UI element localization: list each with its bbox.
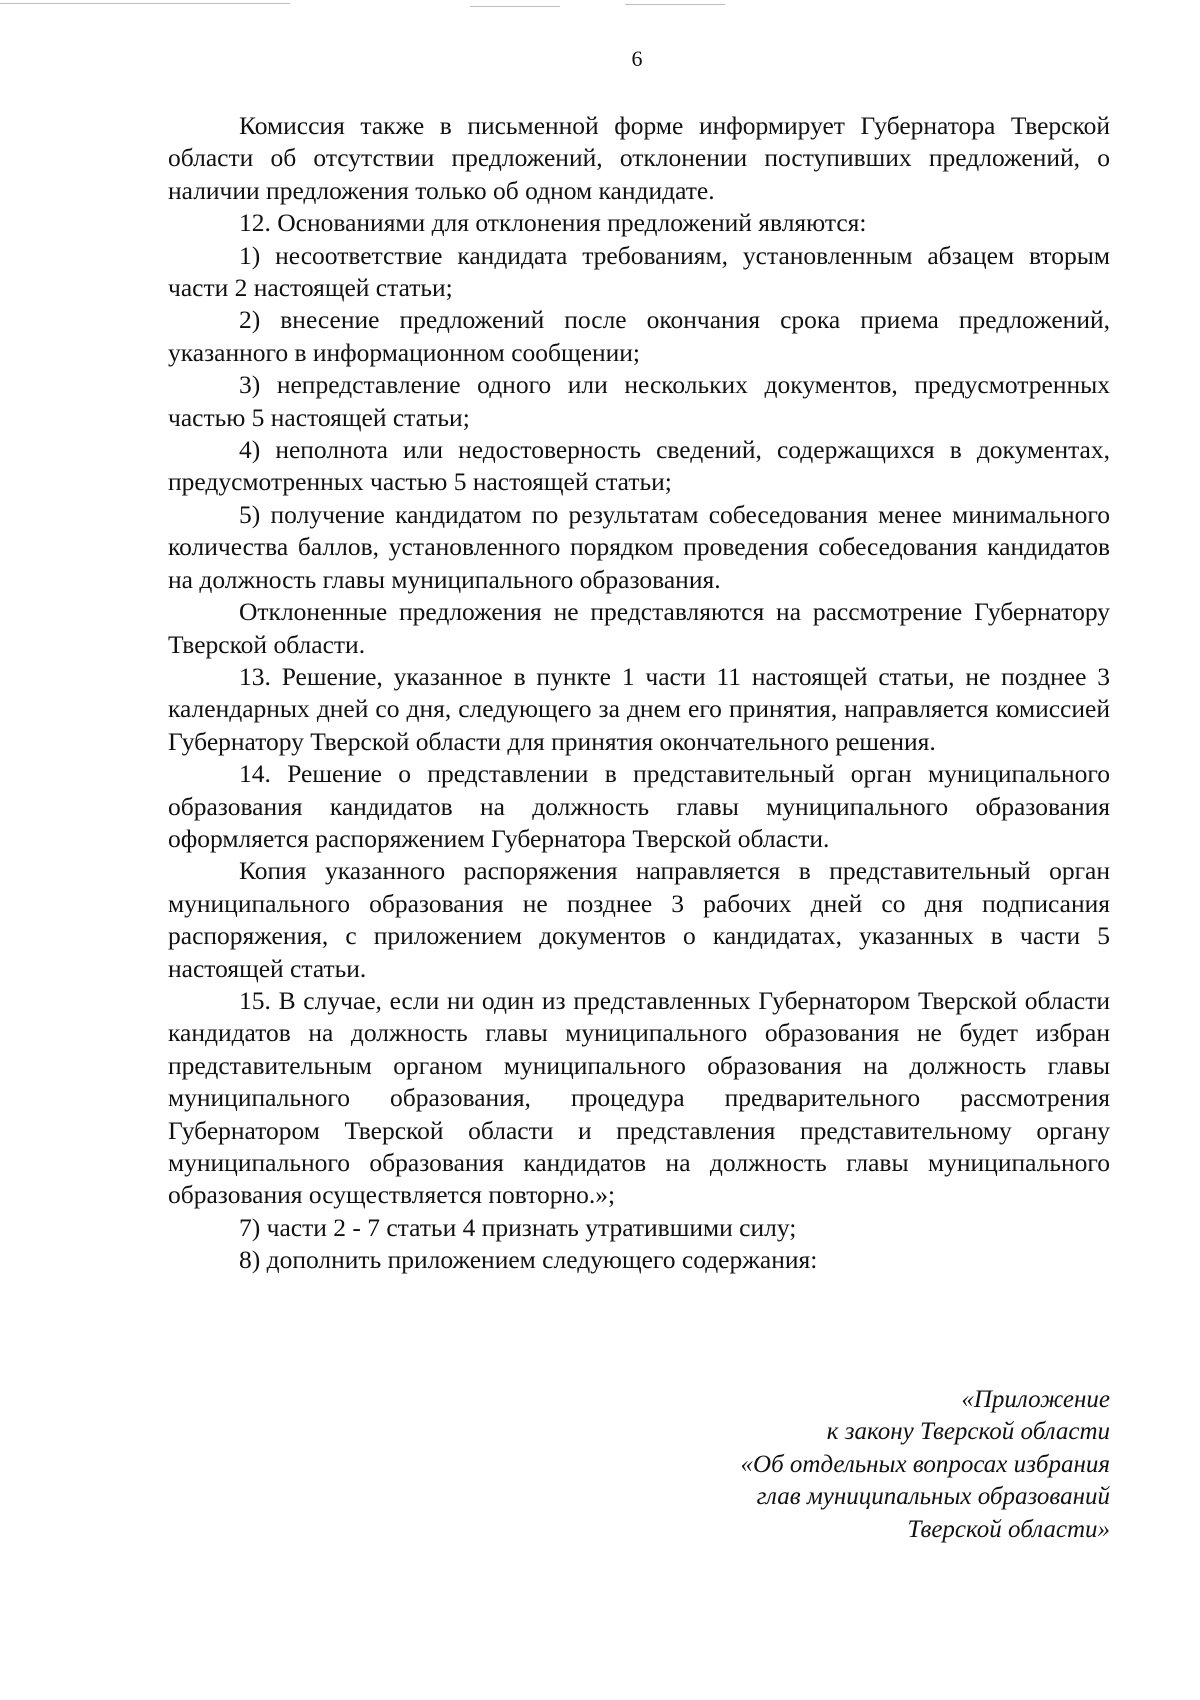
paragraph: Копия указанного распоряжения направляется в представительный орган муниципального образования не позднее 3 рабочих дней со дня подписания распоряжения, с приложением документов о кандидатах, указанных в части 5 настоящей статьи. (168, 856, 1110, 983)
paragraph: 4) неполнота или недостоверность сведений, содержащихся в документах, предусмотренных частью 5 настоящей статьи; (168, 435, 1110, 497)
paragraph: Отклоненные предложения не представляются на рассмотрение Губернатору Тверской области. (168, 597, 1110, 659)
paragraph: 8) дополнить приложением следующего содержания: (239, 1245, 818, 1275)
appendix-note-line: «Приложение (961, 1386, 1110, 1413)
paragraph: 2) внесение предложений после окончания срока приема предложений, указанного в информационном сообщении; (168, 305, 1110, 367)
document-body (168, 110, 1110, 1277)
page-number: 6 (631, 46, 643, 71)
paragraph: 1) несоответствие кандидата требованиям, установленным абзацем вторым части 2 настоящей статьи; (168, 240, 1110, 303)
paragraph: 15. В случае, если ни один из представленных Губернатором Тверской области кандидатов на должность главы муниципального образования не будет избран представительным органом муниципального образования на должность главы муниципального образования, процедура предварительного рассмотрения Губернатором Тверской области и представления представительному органу муниципального образования кандидатов на должность главы муниципального образования осуществляется повторно.»; (168, 985, 1110, 1210)
paragraph: 12. Основаниями для отклонения предложений являются: (239, 208, 867, 238)
appendix-note-line: глав муниципальных образований (756, 1483, 1110, 1511)
scan-artifact-line (0, 3, 290, 4)
appendix-heading-note (590, 1384, 1110, 1546)
paragraph: 5) получение кандидатом по результатам собеседования менее минимального количества баллов, установленного порядком проведения собеседования кандидатов на должность главы муниципального образования. (168, 499, 1110, 594)
appendix-note-line: к закону Тверской области (826, 1418, 1110, 1446)
appendix-note-line: «Об отдельных вопросах избрания (740, 1450, 1110, 1478)
scan-artifact-line (625, 4, 725, 5)
paragraph: 14. Решение о представлении в представительный орган муниципального образования кандидатов на должность главы муниципального образования оформляется распоряжением Губернатора Тверской области. (168, 759, 1110, 853)
paragraph: 3) непредставление одного или нескольких документов, предусмотренных частью 5 настоящей статьи; (168, 370, 1110, 432)
paragraph: Комиссия также в письменной форме информирует Губернатора Тверской области об отсутствии предложений, отклонении поступивших предложений, о наличии предложения только об одном кандидате. (168, 111, 1110, 205)
paragraph: 13. Решение, указанное в пункте 1 части 11 настоящей статьи, не позднее 3 календарных дней со дня, следующего за днем его принятия, направляется комиссией Губернатору Тверской области для принятия окончательного решения. (168, 661, 1110, 756)
appendix-note-line: Тверской области» (907, 1515, 1110, 1543)
paragraph: 7) части 2 - 7 статьи 4 признать утратившими силу; (239, 1212, 797, 1242)
scan-artifact-line (470, 6, 560, 7)
